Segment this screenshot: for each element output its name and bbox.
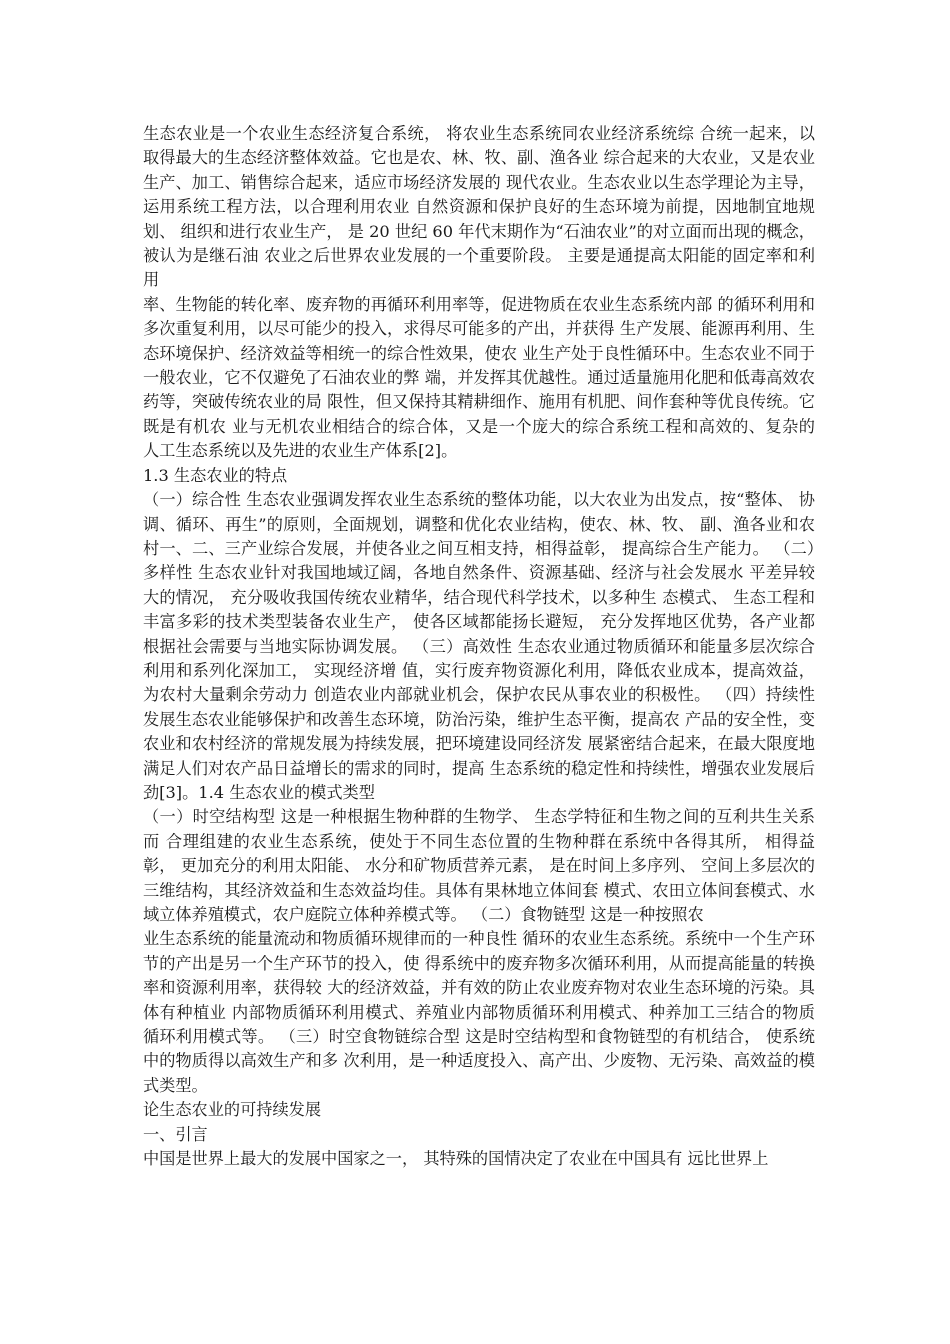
paragraph-characteristics: （一）综合性 生态农业强调发挥农业生态系统的整体功能，以大农业为出发点，按“整体、 协调、循环、再生”的原则，全面规划，调整和优化农业结构，使农、林、牧、 副、渔各业和农村一、二、三产业综合发展，并使各业之间互相支持，相得益彰， 提高综合生产能力。 （二）多样性 生态农业针对我国地域辽阔，各地自然条件、资源基础、经济与社会发展水 平差异较大的情况， 充分吸收我国传统农业精华，结合现代科学技术，以多种生 态模式、 生态工程和丰富多彩的技术类型装备农业生产， 使各区域都能扬长避短， 充分发挥地区优势，各产业都根据社会需要与当地实际协调发展。 （三）高效性 生态农业通过物质循环和能量多层次综合利用和系列化深加工， 实现经济增 值，实行废弃物资源化利用，降低农业成本，提高效益，为农村大量剩余劳动力 创造农业内部就业机会，保护农民从事农业的积极性。 （四）持续性 发展生态农业能够保护和改善生态环境，防治污染，维护生态平衡，提高农 产品的安全性，变农业和农村经济的常规发展为持续发展，把环境建设同经济发 展紧密结合起来，在最大限度地满足人们对农产品日益增长的需求的同时，提高 生态系统的稳定性和持续性，增强农业发展后劲[3]。1.4 生态农业的模式类型 [143, 490, 815, 802]
section-heading-introduction: 一、引言 [143, 1124, 208, 1144]
paragraph-model-types: （一）时空结构型 这是一种根据生物种群的生物学、 生态学特征和生物之间的互利共生关系而 合理组建的农业生态系统，使处于不同生态位置的生物种群在系统中各得其所， 相得益彰， 更加充分的利用太阳能、 水分和矿物质营养元素， 是在时间上多序列、 空间上多层次的三维结构，其经济效益和生态效益均佳。具体有果林地立体间套 模式、农田立体间套模式、水域立体养殖模式，农户庭院立体种养模式等。 （二）食物链型 这是一种按照农 [143, 807, 815, 924]
document-body [143, 122, 815, 1171]
paragraph-intro: 生态农业是一个农业生态经济复合系统， 将农业生态系统同农业经济系统综 合统一起来，以取得最大的生态经济整体效益。它也是农、林、牧、副、渔各业 综合起来的大农业，又是农业生产、加工、销售综合起来，适应市场经济发展的 现代农业。生态农业以生态学理论为主导，运用系统工程方法，以合理利用农业 自然资源和保护良好的生态环境为前提，因地制宜地规划、 组织和进行农业生产， 是 20 世纪 60 年代末期作为“石油农业”的对立面而出现的概念， 被认为是继石油 农业之后世界农业发展的一个重要阶段。 主要是通提高太阳能的固定率和利用 [143, 124, 815, 290]
paragraph-food-chain: 业生态系统的能量流动和物质循环规律而的一种良性 循环的农业生态系统。系统中一个生产环节的产出是另一个生产环节的投入，使 得系统中的废弃物多次循环利用，从而提高能量的转换率和资源利用率，获得较 大的经济效益，并有效的防止农业废弃物对农业生态环境的污染。具体有种植业 内部物质循环利用模式、养殖业内部物质循环利用模式、种养加工三结合的物质 循环利用模式等。 （三）时空食物链综合型 这是时空结构型和食物链型的有机结合， 使系统中的物质得以高效生产和多 次利用，是一种适度投入、高产出、少废物、无污染、高效益的模式类型。 [143, 929, 815, 1095]
paragraph-introduction: 中国是世界上最大的发展中国家之一， 其特殊的国情决定了农业在中国具有 远比世界上 [143, 1149, 769, 1169]
article-title: 论生态农业的可持续发展 [143, 1100, 322, 1120]
paragraph-continuation: 率、生物能的转化率、废弃物的再循环利用率等，促进物质在农业生态系统内部 的循环利用和多次重复利用，以尽可能少的投入，求得尽可能多的产出，并获得 生产发展、能源再利用、生态环境保护、经济效益等相统一的综合性效果，使农 业生产处于良性循环中。生态农业不同于一般农业，它不仅避免了石油农业的弊 端，并发挥其优越性。通过适量施用化肥和低毒高效农药等，突破传统农业的局 限性，但又保持其精耕细作、施用有机肥、间作套种等优良传统。它既是有机农 业与无机农业相结合的综合体，又是一个庞大的综合系统工程和高效的、复杂的 人工生态系统以及先进的农业生产体系[2]。 [143, 294, 815, 461]
section-heading-1-3: 1.3 生态农业的特点 [143, 465, 288, 485]
